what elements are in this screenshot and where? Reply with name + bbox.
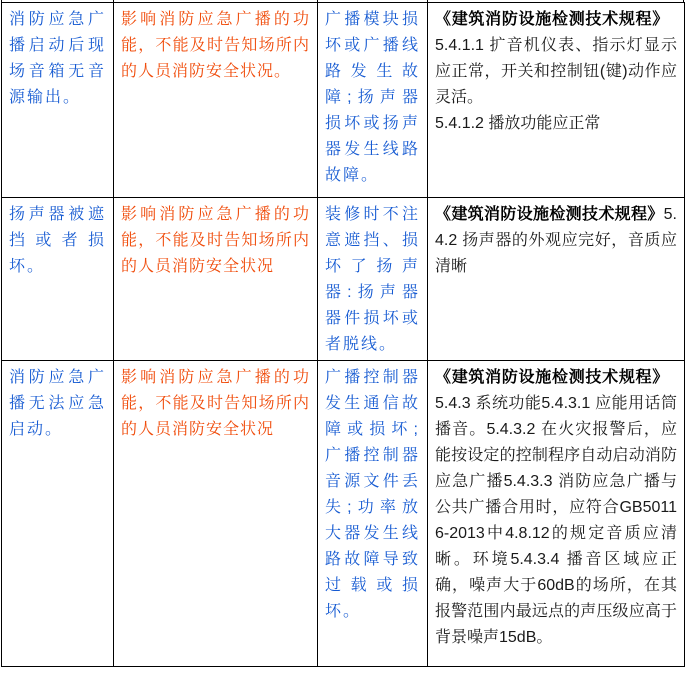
standard-cell [428, 361, 685, 667]
impact-cell: 影响消防应急广播的功能，不能及时告知场所内的人员消防安全状况 [114, 361, 318, 667]
standard-cell [428, 198, 685, 361]
table-border-stub [683, 0, 684, 3]
standard-paragraph [435, 7, 677, 111]
standard-text: 5.4.2 扬声器的外观应完好，音质应清晰 [435, 206, 677, 275]
standard-title: 《建筑消防设施检测技术规程》 [435, 11, 661, 28]
fire-broadcast-fault-table [1, 2, 685, 667]
standard-title: 《建筑消防设施检测技术规程》 [435, 369, 661, 386]
table-border-stub [427, 0, 428, 3]
standard-paragraph [435, 365, 677, 651]
cause-cell: 广播控制器发生通信故障或损坏;广播控制器音源文件丢失;功率放大器发生线路故障导致过载或损坏。 [318, 361, 428, 667]
cause-cell: 装修时不注意遮挡、损坏了扬声器:扬声器器件损坏或者脱线。 [318, 198, 428, 361]
standard-text: 5.4.3 系统功能5.4.3.1 应能用话筒播音。5.4.3.2 在火灾报警后，应能按设定的控制程序自动启动消防应急广播5.4.3.3 消防应急广播与公共广播合用时，应符合GB50116-2013中4.8.12的规定音质应清晰。环境5.4.3.4 播音区域应正确，噪声大于60dB的场所，在其报警范围内最远点的声压级应高于背景噪声15dB。 [435, 369, 677, 646]
fault-table-container [1, 2, 685, 667]
table-row [2, 198, 685, 361]
table-row [2, 361, 685, 667]
cause-cell: 广播模块损坏或广播线路发生故障;扬声器损坏或扬声器发生线路故障。 [318, 3, 428, 198]
standard-cell [428, 3, 685, 198]
table-row [2, 3, 685, 198]
failure-cell: 消防应急广播启动后现场音箱无音源输出。 [2, 3, 114, 198]
table-border-stub [317, 0, 318, 3]
standard-paragraph [435, 202, 677, 280]
impact-cell: 影响消防应急广播的功能，不能及时告知场所内的人员消防安全状况 [114, 198, 318, 361]
table-border-stub [1, 0, 2, 3]
failure-cell: 消防应急广播无法应急启动。 [2, 361, 114, 667]
standard-text: 5.4.1.1 扩音机仪表、指示灯显示应正常，开关和控制钮(键)动作应灵活。 [435, 11, 677, 106]
standard-paragraph-2: 5.4.1.2 播放功能应正常 [435, 115, 601, 132]
standard-title: 《建筑消防设施检测技术规程》 [435, 206, 664, 223]
impact-cell: 影响消防应急广播的功能，不能及时告知场所内的人员消防安全状况。 [114, 3, 318, 198]
table-border-stub [113, 0, 114, 3]
failure-cell: 扬声器被遮挡或者损坏。 [2, 198, 114, 361]
